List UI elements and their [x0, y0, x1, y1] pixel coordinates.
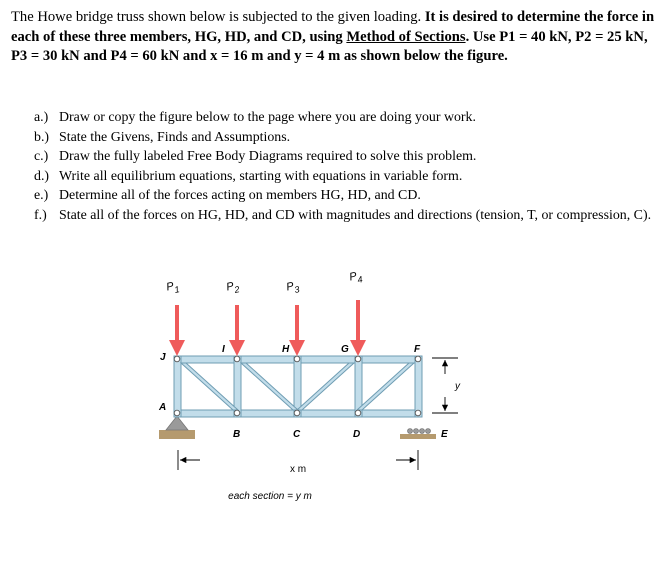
- task-text: State the Givens, Finds and Assumptions.: [59, 129, 291, 145]
- task-text: State all of the forces on HG, HD, and CD with magnitudes and directions (tension, T, or compression, C).: [59, 207, 652, 223]
- node-label-c: C: [293, 429, 301, 440]
- load-label-p3: $P_3$: [285, 280, 301, 295]
- member-vertical-ja: [174, 356, 181, 417]
- load-label-p1: $P_1$: [165, 280, 181, 295]
- intro-givens: . Use P1 = 40 kN, P2 = 25 kN, P3 = 30 kN and P4 = 60 kN and x = 16 m and y = 4 m as shown below the figure.: [11, 28, 648, 65]
- member-vertical-fe: [415, 356, 422, 417]
- task-label: c.): [34, 149, 49, 164]
- load-arrow-p3: [289, 305, 305, 356]
- intro-bold-text: It is desired to determine the force in each of these three members, HG, HD, and CD, using: [11, 9, 655, 45]
- load-label-p4: $P_4$: [348, 270, 364, 285]
- task-label: a.): [34, 110, 49, 125]
- node-label-a: A: [159, 402, 167, 413]
- intro-text: The Howe bridge truss shown below is subjected to the given loading.: [11, 9, 425, 25]
- height-label: y: [455, 381, 460, 392]
- member-diagonal-hd: [297, 363, 354, 410]
- node-label-d: D: [353, 429, 361, 440]
- load-arrow-p2: [229, 305, 245, 356]
- roller-support: [400, 429, 436, 440]
- load-arrow-p4: [350, 300, 366, 356]
- node-label-g: G: [341, 344, 349, 355]
- node-label-f: F: [414, 344, 421, 355]
- load-arrow-p1: [169, 305, 185, 356]
- load-label-p2: $P_2$: [225, 280, 241, 295]
- task-label: d.): [34, 168, 50, 184]
- member-diagonal-jb: [181, 363, 238, 410]
- task-text: Write all equilibrium equations, starting with equations in variable form.: [59, 168, 463, 184]
- pin-support: [166, 416, 188, 430]
- member-diagonal-ic: [241, 363, 298, 410]
- truss-members: [174, 356, 422, 417]
- task-label: b.): [34, 129, 50, 145]
- node-label-e: E: [441, 429, 448, 440]
- task-label: e.): [34, 188, 49, 203]
- method-of-sections: Method of Sections: [346, 28, 466, 45]
- task-label: f.): [34, 207, 47, 223]
- task-text: Draw or copy the figure below to the page where you are doing your work.: [59, 110, 476, 125]
- task-text: Draw the fully labeled Free Body Diagrams required to solve this problem.: [59, 149, 477, 164]
- member-diagonal-ge: [357, 363, 414, 410]
- span-label: x m: [289, 464, 307, 475]
- section-label: each section = y m: [228, 491, 312, 502]
- node-label-j: J: [160, 352, 166, 363]
- node-label-h: H: [282, 344, 290, 355]
- task-text: Determine all of the forces acting on members HG, HD, and CD.: [59, 188, 421, 203]
- node-label-b: B: [233, 429, 241, 440]
- ground-left: [159, 430, 195, 439]
- node-label-i: I: [222, 344, 225, 355]
